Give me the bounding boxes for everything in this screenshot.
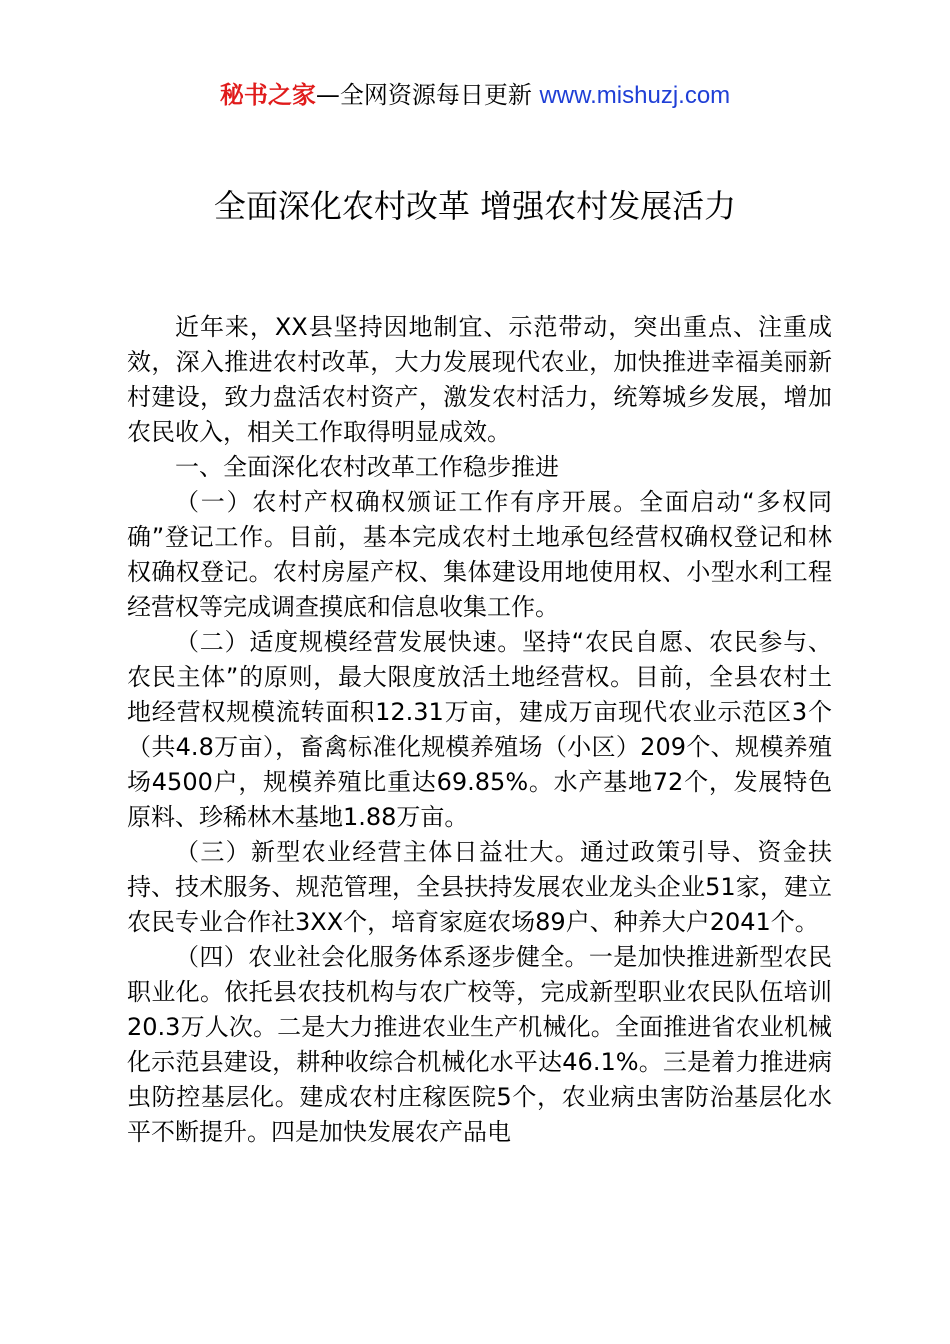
document-title: 全面深化农村改革 增强农村发展活力 — [213, 187, 737, 225]
site-tagline: —全网资源每日更新 — [315, 81, 532, 109]
brand-name: 秘书之家 — [219, 81, 316, 109]
item-paragraph-4: （四）农业社会化服务体系逐步健全。一是加快推进新型农民职业化。依托县农技机构与农广校等，完成新型职业农民队伍培训20.3万人次。二是大力推进农业生产机械化。全面推进省农业机械化示范县建设，耕种收综合机械化水平达46.1%。三是着力推进病虫防控基层化。建成农村庄稼医院5个，农业病虫害防治基层化水平不断提升。四是加快发展农产品电 — [127, 943, 832, 1146]
item-paragraph-2: （二）适度规模经营发展快速。坚持“农民自愿、农民参与、农民主体”的原则，最大限度放活土地经营权。目前，全县农村土地经营权规模流转面积12.31万亩，建成万亩现代农业示范区3个（共4.8万亩），畜禽标准化规模养殖场（小区）209个、规模养殖场4500户，规模养殖比重达69.85%。水产基地72个，发展特色原料、珍稀林木基地1.88万亩。 — [127, 628, 832, 831]
site-url-link[interactable]: www.mishuzj.com — [539, 82, 731, 109]
section-heading: 一、全面深化农村改革工作稳步推进 — [175, 453, 559, 481]
item-paragraph-1: （一）农村产权确权颁证工作有序开展。全面启动“多权同确”登记工作。目前，基本完成农村土地承包经营权确权登记和林权确权登记。农村房屋产权、集体建设用地使用权、小型水利工程经营权等完成调查摸底和信息收集工作。 — [127, 488, 832, 621]
document-body — [127, 310, 832, 1150]
intro-paragraph: 近年来，XX县坚持因地制宜、示范带动，突出重点、注重成效，深入推进农村改革，大力发展现代农业，加快推进幸福美丽新村建设，致力盘活农村资产，激发农村活力，统筹城乡发展，增加农民收入，相关工作取得明显成效。 — [127, 313, 832, 446]
item-paragraph-3: （三）新型农业经营主体日益壮大。通过政策引导、资金扶持、技术服务、规范管理，全县扶持发展农业龙头企业51家，建立农民专业合作社3XX个，培育家庭农场89户、种养大户2041个。 — [127, 838, 832, 936]
site-header — [0, 78, 950, 113]
